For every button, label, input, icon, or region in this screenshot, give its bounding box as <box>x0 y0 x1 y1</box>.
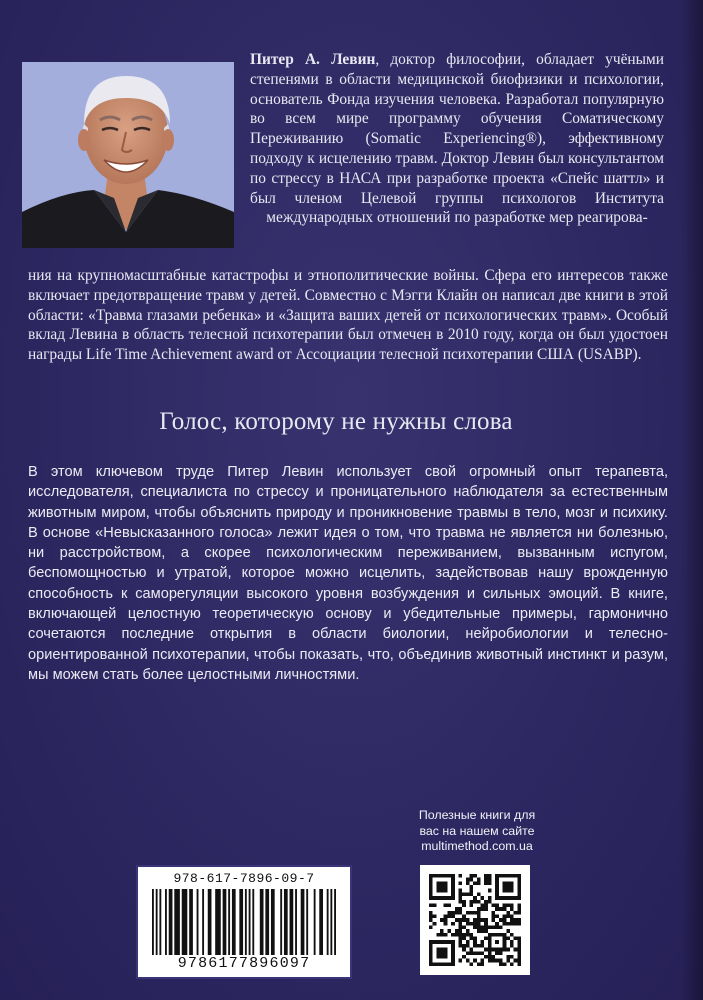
author-bio-continued: ния на крупномасштабные катастрофы и этнополитические войны. Сфера его интересов также включает предотвращение травм у детей. Совместно с Мэгги Клайн он написал две книги в этой области: «Травма глазами ребенка» и «Защита ваших детей от психологических травм». Особый вклад Левина в область телесной психотерапии был отмечен в 2010 году, когда он был удостоен награды Life Time Achievement award от Ассоциации телесной психотерапии США (USABP). <box>28 267 668 364</box>
website-promo <box>392 808 562 855</box>
book-description: В этом ключевом труде Питер Левин использует свой огромный опыт терапевта, исследователя, специалиста по стрессу и проницательного наблюдателя за естественным животным миром, чтобы объяснить природу и проникновение травмы в тело, мозг и психику. В основе «Невысказанного голоса» лежит идея о том, что травма не является ни болезнью, ни расстройством, а скорее психологическим переживанием, вызванным испугом, беспомощностью и утратой, которое можно исцелить, задействовав нашу врожденную способность к саморегуляции высокого уровня возбуждения и сильных эмоций. В книге, включающей целостную теоретическую основу и убедительные примеры, гармонично сочетаются последние открытия в области биологии, нейробиологии и телесно-ориентированной психотерапии, чтобы показать, что, объединив животный инстинкт и разум, мы можем стать более целостными личностями. <box>28 464 668 683</box>
isbn-number: 978-617-7896-09-7 <box>173 871 315 886</box>
promo-line-1: Полезные книги для <box>418 808 536 822</box>
isbn-barcode <box>136 865 352 979</box>
author-bio-text: , доктор философии, обладает учёными степенями в области медицинской биофизики и психологии, основатель Фонда изучения человека. Разработал популярную во всем мире программу обучения Соматическому Переживанию (Somatic Experiencing®), эффективному подходу к исцелению травм. Доктор Левин был консультантом по стрессу в НАСА при разработке проекта «Спейс шаттл» и был членом Целевой группы психологов Института международных отношений по разработке мер реагирова- <box>250 51 664 227</box>
book-heading: Голос, которому не нужны слова <box>159 408 513 435</box>
promo-line-2: вас на нашем сайте <box>419 823 535 838</box>
author-name: Питер А. Левин <box>250 51 376 68</box>
barcode-digits: 9786177896097 <box>177 955 311 972</box>
qr-code-icon[interactable] <box>420 865 530 975</box>
spine-edge <box>681 0 703 1000</box>
promo-website-link[interactable]: multimethod.com.ua <box>421 839 533 853</box>
author-bio <box>250 50 664 228</box>
author-photo <box>22 62 234 248</box>
barcode-bars <box>152 889 336 955</box>
